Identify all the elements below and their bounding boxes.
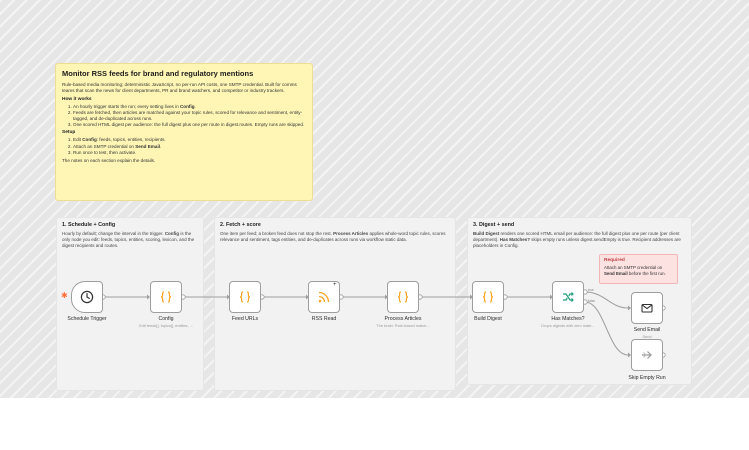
node-label: Build Digest bbox=[474, 316, 502, 322]
section-title: 2. Fetch + score bbox=[220, 222, 261, 228]
how-step-2: 2. Feeds are fetched, then articles are matched against your topic rules, scored for relevance and sentiment, entity-tagged, and de-duplicated across runs. bbox=[73, 110, 306, 122]
note-how-heading: How it works bbox=[62, 96, 92, 102]
node-has-matches[interactable] bbox=[552, 281, 584, 313]
section-body: Build Digest renders one scored HTML email per audience: the full digest plus one per route (per client department). Has Matches? skips empty runs unless digest.sendEmpty is true. Recipient addresses are placeholders in Config. bbox=[473, 231, 681, 248]
how-step-1: 1. An hourly trigger starts the run; every setting lives in Config. bbox=[73, 104, 306, 110]
node-subtitle: Send bbox=[642, 334, 652, 339]
node-send-email[interactable] bbox=[631, 292, 663, 324]
node-skip-empty-run[interactable] bbox=[631, 339, 663, 371]
note-setup-heading: Setup bbox=[62, 130, 76, 136]
mail-icon bbox=[640, 301, 654, 315]
rss-icon bbox=[317, 290, 331, 304]
node-label: Config bbox=[158, 316, 174, 322]
node-label: Send Email bbox=[633, 327, 661, 333]
required-title: Required bbox=[604, 258, 625, 263]
node-label: RSS Read bbox=[311, 316, 337, 322]
true-output-label: true bbox=[588, 288, 594, 292]
code-braces-icon bbox=[481, 290, 495, 304]
node-build-digest[interactable] bbox=[472, 281, 504, 313]
required-body: Attach an SMTP credential on Send Email before the first run. bbox=[604, 265, 666, 276]
section-body: One item per feed; a broken feed does not stop the rest. Process Articles applies whole-word topic rules, scores relevance and sentiment, tags entities, and de-duplicates across runs via workflow static data. bbox=[220, 231, 446, 242]
node-subtitle: Drops digests with zero mate... bbox=[541, 323, 595, 328]
node-subtitle: The brain: Rule-based match... bbox=[376, 323, 430, 328]
setup-step-2: 2. Attach an SMTP credential on Send Email. bbox=[73, 144, 306, 150]
node-feed-urls[interactable] bbox=[229, 281, 261, 313]
node-label: Schedule Trigger bbox=[67, 316, 107, 322]
branch-icon bbox=[561, 290, 575, 304]
note-footer: The notes on each section explain the details. bbox=[62, 158, 156, 164]
false-output-label: false bbox=[588, 299, 596, 303]
code-braces-icon bbox=[238, 290, 252, 304]
node-schedule-trigger[interactable] bbox=[71, 281, 103, 313]
section-body: Hourly by default; change the interval in the trigger. Config is the only node you edit: feeds, topics, entities, scoring, lexicon, and the digest recipients and routes. bbox=[62, 231, 195, 248]
code-braces-icon bbox=[396, 290, 410, 304]
node-label: Skip Empty Run bbox=[628, 375, 666, 381]
node-label: Feed URLs bbox=[231, 316, 259, 322]
setup-step-3: 3. Run once to test, then activate. bbox=[73, 150, 306, 156]
how-step-3: 3. One scored HTML digest per audience: the full digest plus one per route in digest.routes. Empty runs are skipped. bbox=[73, 122, 306, 128]
node-config[interactable] bbox=[150, 281, 182, 313]
note-title: Monitor RSS feeds for brand and regulatory mentions bbox=[62, 69, 254, 78]
section-title: 3. Digest + send bbox=[473, 222, 515, 228]
node-subtitle: Edit feeds[], topics[], entities, ... bbox=[139, 323, 193, 328]
node-process-articles[interactable] bbox=[387, 281, 419, 313]
code-braces-icon bbox=[159, 290, 173, 304]
trigger-bolt-icon: ✱ bbox=[61, 291, 68, 300]
arrow-forward-icon bbox=[640, 348, 654, 362]
section-title: 1. Schedule + Config bbox=[62, 222, 116, 228]
node-label: Process Articles bbox=[384, 316, 422, 322]
clock-icon bbox=[80, 290, 94, 304]
node-label: Has Matches? bbox=[551, 316, 585, 322]
note-intro: Rule-based media monitoring; deterministic JavaScript, no per-run API costs, one SMTP credential. Built for comms teams that scan the news for client departments, PR and brand watchers, and competitor or industry trackers. bbox=[62, 82, 297, 94]
add-node-plus-icon[interactable]: + bbox=[333, 282, 337, 288]
setup-step-1: 1. Edit Config: feeds, topics, entities, recipients. bbox=[73, 137, 306, 143]
